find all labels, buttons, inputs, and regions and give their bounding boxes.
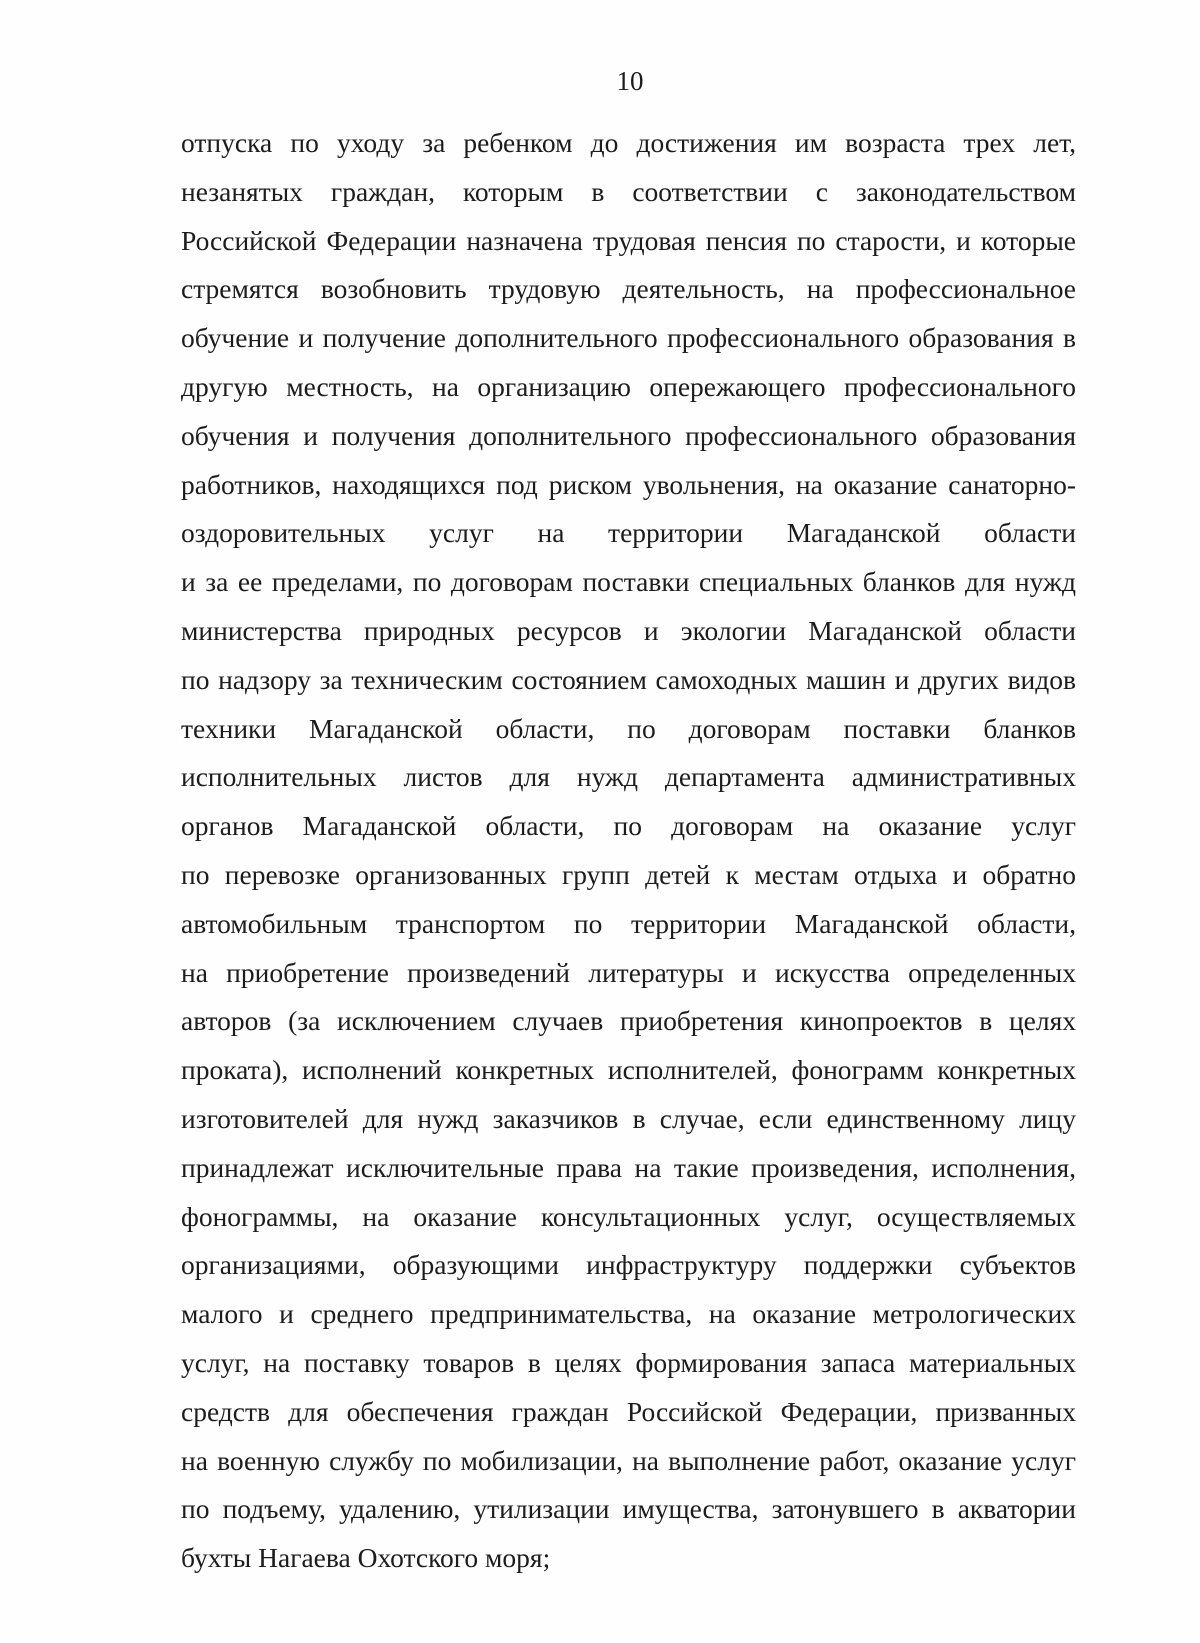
text-line: незанятых граждан, которым в соответствии с законодательством (181, 175, 1076, 207)
text-line: исполнительных листов для нужд департамента административных (181, 761, 1076, 793)
text-line: органов Магаданской области, по договорам на оказание услуг (181, 810, 1076, 842)
text-line: обучения и получения дополнительного профессионального образования (181, 419, 1076, 451)
text-line: отпуска по уходу за ребенком до достижения им возраста трех лет, (181, 127, 1076, 158)
text-line: по перевозке организованных групп детей к местам отдыха и обратно (181, 858, 1076, 890)
text-line: проката), исполнений конкретных исполнителей, фонограмм конкретных (181, 1054, 1076, 1086)
text-line: средств для обеспечения граждан Российской Федерации, призванных (181, 1395, 1076, 1427)
text-line: на военную службу по мобилизации, на выполнение работ, оказание услуг (181, 1444, 1076, 1476)
body-paragraph (181, 119, 1076, 1583)
text-line: авторов (за исключением случаев приобретения кинопроектов в целях (181, 1005, 1076, 1037)
text-line: по надзору за техническим состоянием самоходных машин и других видов (181, 663, 1076, 695)
text-line: другую местность, на организацию опережающего профессионального (181, 370, 1076, 402)
text-line: принадлежат исключительные права на такие произведения, исполнения, (181, 1151, 1076, 1183)
text-line: малого и среднего предпринимательства, на оказание метрологических (181, 1298, 1076, 1330)
text-line: стремятся возобновить трудовую деятельность, на профессиональное (181, 273, 1076, 305)
text-line: организациями, образующими инфраструктуру поддержки субъектов (181, 1249, 1076, 1281)
text-line: министерства природных ресурсов и экологии Магаданской области (181, 614, 1076, 646)
text-line: Российской Федерации назначена трудовая пенсия по старости, и которые (181, 224, 1076, 256)
text-line: по подъему, удалению, утилизации имущества, затонувшего в акватории (181, 1493, 1076, 1525)
text-line: обучение и получение дополнительного профессионального образования в (181, 322, 1076, 354)
text-line: изготовителей для нужд заказчиков в случае, если единственному лицу (181, 1102, 1076, 1134)
text-line: услуг, на поставку товаров в целях формирования запаса материальных (181, 1346, 1076, 1378)
page-number: 10 (616, 66, 644, 96)
text-line: фонограммы, на оказание консультационных услуг, осуществляемых (181, 1200, 1076, 1232)
text-line: автомобильным транспортом по территории Магаданской области, (181, 907, 1076, 939)
text-line: оздоровительных услуг на территории Магаданской области (181, 517, 1076, 549)
text-line: работников, находящихся под риском увольнения, на оказание санаторно- (181, 468, 1076, 500)
text-line: бухты Нагаева Охотского моря; (181, 1542, 551, 1574)
text-line: на приобретение произведений литературы и искусства определенных (181, 956, 1076, 988)
text-line: техники Магаданской области, по договорам поставки бланков (181, 712, 1076, 744)
text-line: и за ее пределами, по договорам поставки специальных бланков для нужд (181, 566, 1076, 598)
